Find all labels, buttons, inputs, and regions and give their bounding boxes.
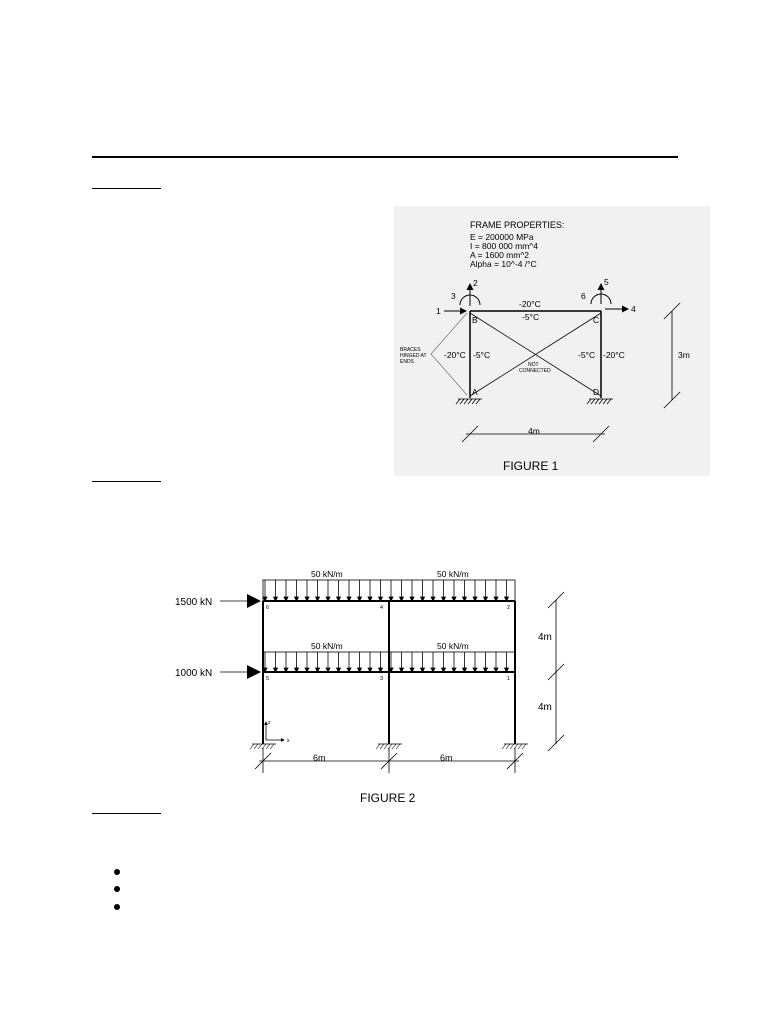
figure-1	[394, 206, 710, 476]
figure-1-title: FIGURE 1	[503, 459, 559, 473]
dof-3: 3	[451, 291, 456, 301]
support-hatch	[392, 744, 396, 749]
udl-arrowhead	[410, 597, 414, 601]
prop-alpha: Alpha = 10^-4 /°C	[470, 259, 537, 269]
udl-arrowhead	[389, 597, 393, 601]
udl-arrowhead	[484, 597, 488, 601]
udl-arrowhead	[295, 597, 299, 601]
dim2-h-lower: 4m	[538, 702, 552, 713]
udl-arrowhead	[284, 597, 288, 601]
support-hatch	[388, 744, 392, 749]
udl-arrowhead	[421, 668, 425, 672]
dim2-w-left: 6m	[313, 753, 326, 763]
prop-e: E = 200000 MPa	[470, 232, 534, 242]
udl-arrowhead	[295, 668, 299, 672]
support-hatch	[258, 744, 262, 749]
udl-arrowhead	[368, 597, 372, 601]
udl-arrowhead	[379, 597, 383, 601]
temp-right-outer: -20°C	[603, 350, 625, 360]
properties-heading: FRAME PROPERTIES:	[470, 220, 565, 230]
dim2-h-upper: 4m	[538, 632, 552, 643]
lateral-upper-arrowhead	[247, 594, 261, 608]
udl-arrowhead	[337, 668, 341, 672]
support-hatch	[380, 744, 384, 749]
udl-arrowhead	[337, 597, 341, 601]
support-hatch	[262, 744, 266, 749]
temp-right-inner: -5°C	[578, 350, 596, 360]
udl-arrowhead	[347, 668, 351, 672]
udl-arrowhead	[305, 597, 309, 601]
prop-i: I = 800 000 mm^4	[470, 241, 539, 251]
support-hatch	[506, 744, 510, 749]
support-hatch	[502, 744, 506, 749]
support-hatch	[396, 744, 400, 749]
udl-arrowhead	[305, 668, 309, 672]
node2-6: 6	[266, 605, 270, 611]
udl-arrowhead	[400, 668, 404, 672]
support-hatch	[518, 744, 522, 749]
header-rule	[92, 156, 678, 158]
udl-arrowhead	[505, 668, 509, 672]
section-rule-1	[92, 188, 161, 189]
bullet-3	[114, 904, 120, 910]
udl-arrowhead	[400, 597, 404, 601]
udl-arrowhead	[484, 668, 488, 672]
node2-4: 4	[380, 605, 384, 611]
not-connected-1: NOT	[528, 362, 539, 368]
figure-2-title: FIGURE 2	[360, 791, 416, 805]
node2-1: 1	[507, 676, 511, 682]
node-d: D	[593, 387, 600, 397]
support-hatch	[376, 744, 380, 749]
udl-arrowhead	[358, 668, 362, 672]
udl-arrowhead	[473, 668, 477, 672]
lateral-upper: 1500 kN	[175, 597, 213, 608]
udl-arrowhead	[316, 668, 320, 672]
dof-5: 5	[604, 277, 609, 287]
support-hatch	[250, 744, 254, 749]
temp-left-outer: -20°C	[444, 350, 466, 360]
node2-5: 5	[266, 676, 270, 682]
prop-a: A = 1600 mm^2	[470, 250, 530, 260]
not-connected-2: CONNECTED	[519, 368, 551, 374]
node-b: B	[472, 315, 478, 325]
udl-arrowhead	[431, 597, 435, 601]
udl-arrowhead	[274, 668, 278, 672]
node-a: A	[472, 387, 478, 397]
temp-top-inner: -5°C	[522, 312, 540, 322]
support-hatch	[254, 744, 258, 749]
node2-3: 3	[380, 676, 384, 682]
udl-arrowhead	[452, 668, 456, 672]
node2-2: 2	[507, 605, 511, 611]
bullet-1	[114, 869, 120, 875]
udl-arrows	[263, 580, 509, 672]
load-upper-right: 50 kN/m	[437, 569, 469, 579]
udl-arrowhead	[421, 597, 425, 601]
load-lower-left: 50 kN/m	[311, 641, 343, 651]
udl-arrowhead	[274, 597, 278, 601]
load-upper-left: 50 kN/m	[311, 569, 343, 579]
axes-icon	[266, 722, 284, 740]
lateral-lower-arrowhead	[247, 665, 261, 679]
section-rule-3	[92, 813, 161, 814]
udl-arrowhead	[326, 597, 330, 601]
frame2-members	[263, 601, 515, 744]
support-hatch	[270, 744, 274, 749]
load-lower-right: 50 kN/m	[437, 641, 469, 651]
udl-arrowhead	[358, 597, 362, 601]
udl-arrowhead	[442, 668, 446, 672]
figure-1-drawing	[394, 206, 710, 476]
support-hatch	[514, 744, 518, 749]
udl-arrowhead	[389, 668, 393, 672]
dof-6: 6	[581, 291, 586, 301]
support-d	[587, 399, 613, 404]
dim-height: 3m	[678, 350, 690, 360]
udl-upper-box	[263, 580, 515, 601]
udl-arrowhead	[379, 668, 383, 672]
udl-arrowhead	[494, 668, 498, 672]
dof-1: 1	[436, 306, 441, 316]
udl-arrowhead	[463, 597, 467, 601]
dof-4: 4	[631, 304, 636, 314]
udl-arrowhead	[347, 597, 351, 601]
support-a	[456, 399, 482, 404]
udl-arrowhead	[473, 597, 477, 601]
support-hatch	[266, 744, 270, 749]
udl-arrowhead	[263, 597, 267, 601]
udl-arrowhead	[263, 668, 267, 672]
bullet-2	[114, 886, 120, 892]
udl-arrowhead	[463, 668, 467, 672]
udl-arrowhead	[368, 668, 372, 672]
dim-width: 4m	[528, 426, 540, 436]
braces-note-1: BRACES	[400, 347, 421, 353]
udl-lower-box	[263, 652, 515, 672]
node-c: C	[593, 315, 600, 325]
braces-note-3: ENDS	[400, 359, 414, 365]
udl-arrowhead	[326, 668, 330, 672]
support-hatch	[522, 744, 526, 749]
lateral-lower: 1000 kN	[175, 668, 213, 679]
axis-z: z	[268, 720, 271, 726]
dof-2: 2	[473, 278, 478, 288]
udl-arrowhead	[410, 668, 414, 672]
udl-arrowhead	[431, 668, 435, 672]
udl-arrowhead	[442, 597, 446, 601]
temp-top-outer: -20°C	[519, 299, 541, 309]
support-hatch	[510, 744, 514, 749]
support-hatch	[384, 744, 388, 749]
axis-x: x	[287, 738, 290, 744]
temp-left-inner: -5°C	[473, 350, 491, 360]
udl-arrowhead	[284, 668, 288, 672]
dim2-w-right: 6m	[440, 753, 453, 763]
udl-arrowhead	[505, 597, 509, 601]
section-rule-2	[92, 481, 161, 482]
udl-arrowhead	[316, 597, 320, 601]
braces-note-2: HINGED AT	[400, 353, 427, 359]
udl-arrowhead	[452, 597, 456, 601]
udl-arrowhead	[494, 597, 498, 601]
